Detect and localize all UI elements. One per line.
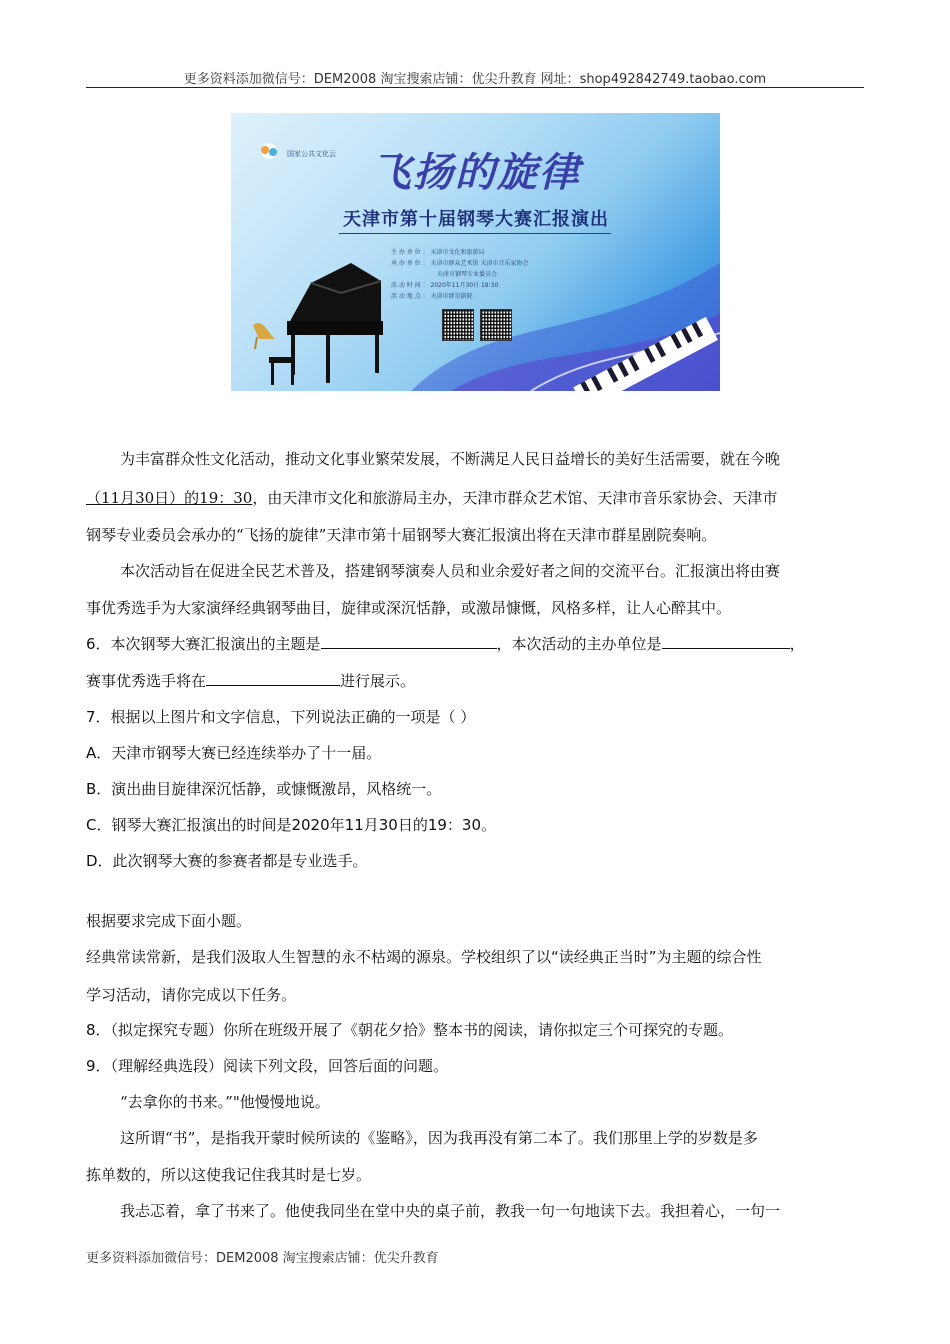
answer-blank[interactable] [662,634,790,649]
answer-blank[interactable] [206,671,340,686]
answer-blank[interactable] [321,634,497,649]
banner-info-line: 天津市钢琴专业委员会 [437,271,498,278]
qr-code [480,309,512,341]
question-7-stem: 7．根据以上图片和文字信息，下列说法正确的一项是（ ） [86,708,476,726]
question-text: 赛事优秀选手将在 [86,672,207,690]
question-text: ， [789,635,805,653]
qr-code [442,309,474,341]
option-c[interactable]: C．钢琴大赛汇报演出的时间是2020年11月30日的19：30。 [86,816,496,834]
option-d[interactable]: D．此次钢琴大赛的参赛者都是专业选手。 [86,852,368,870]
passage-line: 本次活动旨在促进全民艺术普及，搭建钢琴演奏人员和业余爱好者之间的交流平台。汇报演出将由赛 [120,562,781,580]
option-a[interactable]: A．天津市钢琴大赛已经连续举办了十一届。 [86,744,382,762]
event-banner-image [231,113,720,391]
excerpt-line: 这所谓“书”，是指我开蒙时候所读的《鉴略》，因为我再没有第二本了。我们那里上学的岁数是多 [120,1129,758,1147]
page-header: 更多资料添加微信号：DEM2008 淘宝搜索店铺：优尖升教育 网址：shop492842749.taobao.com [183,72,767,87]
question-9: 9．（理解经典选段）阅读下列文段，回答后面的问题。 [86,1057,449,1075]
passage-text: ，由天津市文化和旅游局主办，天津市群众艺术馆、天津市音乐家协会、天津市 [252,489,778,507]
event-time-underlined: （11月30日）的19：30 [86,489,253,507]
passage-line [86,487,777,508]
question-6 [86,633,805,654]
passage-line: 事优秀选手为大家演绎经典钢琴曲目，旋律或深沉恬静，或激昂慷慨，风格多样，让人心醉其中。 [86,599,732,617]
banner-info-line: 活 动 地 点 ： 天津市群星剧院 [391,293,473,300]
high-heel-graphic [253,323,275,349]
question-text: 6．本次钢琴大赛汇报演出的主题是 [86,635,321,653]
banner-title: 飞扬的旋律 [371,149,581,196]
banner-info-line: 主 办 单 位 ： 天津市文化和旅游局 [391,249,485,256]
option-b[interactable]: B．演出曲目旋律深沉恬静，或慷慨激昂，风格统一。 [86,780,442,798]
excerpt-line: “去拿你的书来。”"他慢慢地说。 [120,1093,330,1111]
question-6-line2 [86,670,415,691]
grand-piano-graphic [269,263,383,385]
page-footer: 更多资料添加微信号：DEM2008 淘宝搜索店铺：优尖升教育 [86,1251,439,1266]
intro-line: 经典常读常新，是我们汲取人生智慧的永不枯竭的源泉。学校组织了以“读经典正当时”为主题的综合性 [86,948,762,966]
banner-logo-text: 国家公共文化云 [287,150,336,158]
intro-line: 学习活动，请你完成以下任务。 [86,986,297,1004]
excerpt-line: 我忐忑着，拿了书来了。他使我同坐在堂中央的桌子前，教我一句一句地读下去。我担着心，一句一 [120,1202,781,1220]
passage-line: 钢琴专业委员会承办的“飞扬的旋律”天津市第十届钢琴大赛汇报演出将在天津市群星剧院奏响。 [86,526,717,544]
question-text: 进行展示。 [340,672,416,690]
passage-line: 为丰富群众性文化活动，推动文化事业繁荣发展，不断满足人民日益增长的美好生活需要，就在今晚 [120,450,781,468]
question-text: ，本次活动的主办单位是 [496,635,662,653]
question-8: 8．（拟定探究专题）你所在班级开展了《朝花夕拾》整本书的阅读，请你拟定三个可探究的专题。 [86,1021,734,1039]
instruction: 根据要求完成下面小题。 [86,912,252,930]
banner-info-line: 承 办 单 位 ： 天津市群众艺术馆 天津市音乐家协会 [391,260,529,267]
banner-info-line: 活 动 时 间 ： 2020年11月30日 19:30 [391,282,499,289]
banner-subtitle: 天津市第十届钢琴大赛汇报演出 [343,209,609,230]
excerpt-line: 拣单数的，所以这使我记住我其时是七岁。 [86,1166,372,1184]
banner-divider [339,233,611,234]
header-divider [86,87,864,88]
